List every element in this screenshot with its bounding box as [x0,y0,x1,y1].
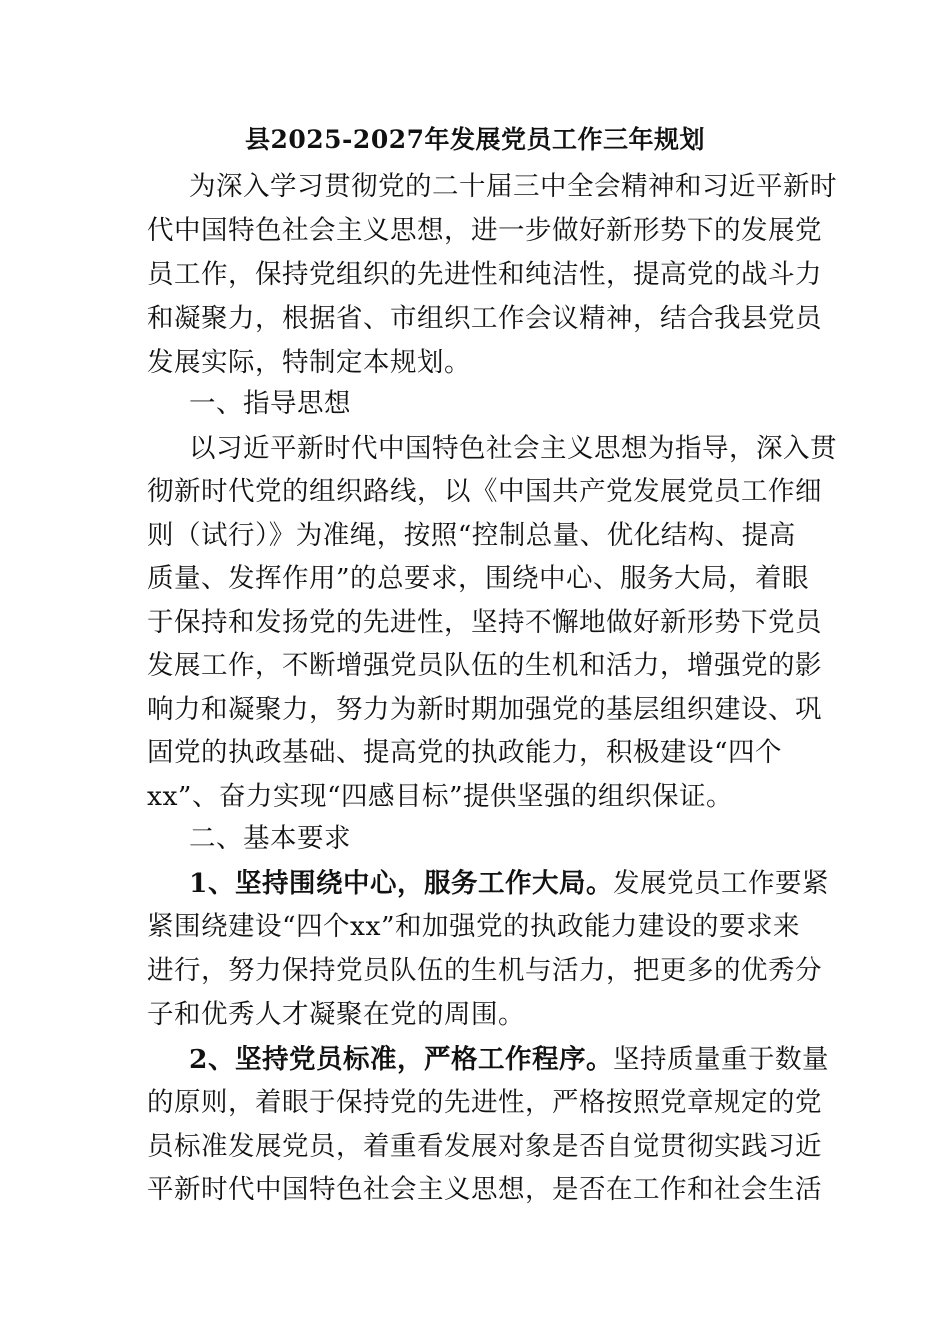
item-2-first-line [189,1036,829,1084]
item-2-line: 员标准发展党员，着重看发展对象是否自觉贯彻实践习近 [147,1131,822,1162]
item-2-line: 平新时代中国特色社会主义思想，是否在工作和社会生活 [147,1174,822,1205]
section-1-line: 固党的执政基础、提高党的执政能力，积极建设“四个 [147,737,783,768]
intro-line: 发展实际，特制定本规划。 [147,347,471,378]
section-1-line: 彻新时代党的组织路线，以《中国共产党发展党员工作细 [147,476,822,507]
section-1-line: 质量、发挥作用”的总要求，围绕中心、服务大局，着眼 [147,563,810,594]
item-2-text: 坚持质量重于数量 [612,1044,829,1075]
item-1-text: 发展党员工作要紧 [612,868,829,899]
section-1-line: 则（试行）》为准绳，按照“控制总量、优化结构、提高 [147,520,796,551]
section-1-line: 于保持和发扬党的先进性，坚持不懈地做好新形势下党员 [147,607,822,638]
section-1-line: xx”、奋力实现“四感目标”提供坚强的组织保证。 [147,781,734,812]
section-1-line: 响力和凝聚力，努力为新时期加强党的基层组织建设、巩 [147,694,822,725]
intro-line: 为深入学习贯彻党的二十届三中全会精神和习近平新时 [189,171,837,202]
intro-line: 代中国特色社会主义思想，进一步做好新形势下的发展党 [147,215,822,246]
item-1-line: 子和优秀人才凝聚在党的周围。 [147,999,525,1030]
item-2-bold-heading: 2、坚持党员标准，严格工作程序。 [189,1044,613,1075]
document-title: 县2025-2027年发展党员工作三年规划 [244,125,706,154]
intro-line: 员工作，保持党组织的先进性和纯洁性，提高党的战斗力 [147,259,822,290]
item-2-line: 的原则，着眼于保持党的先进性，严格按照党章规定的党 [147,1087,822,1118]
section-heading-guiding-ideology: 一、指导思想 [189,388,351,419]
section-1-line: 发展工作，不断增强党员队伍的生机和活力，增强党的影 [147,650,822,681]
item-1-bold-heading: 1、坚持围绕中心，服务工作大局。 [189,868,613,899]
section-heading-basic-requirements: 二、基本要求 [189,823,351,854]
intro-line: 和凝聚力，根据省、市组织工作会议精神，结合我县党员 [147,303,822,334]
section-1-line: 以习近平新时代中国特色社会主义思想为指导，深入贯 [189,433,837,464]
item-1-line: 进行，努力保持党员队伍的生机与活力，把更多的优秀分 [147,955,822,986]
item-1-first-line [189,860,829,908]
item-1-line: 紧围绕建设“四个xx”和加强党的执政能力建设的要求来 [147,911,800,942]
